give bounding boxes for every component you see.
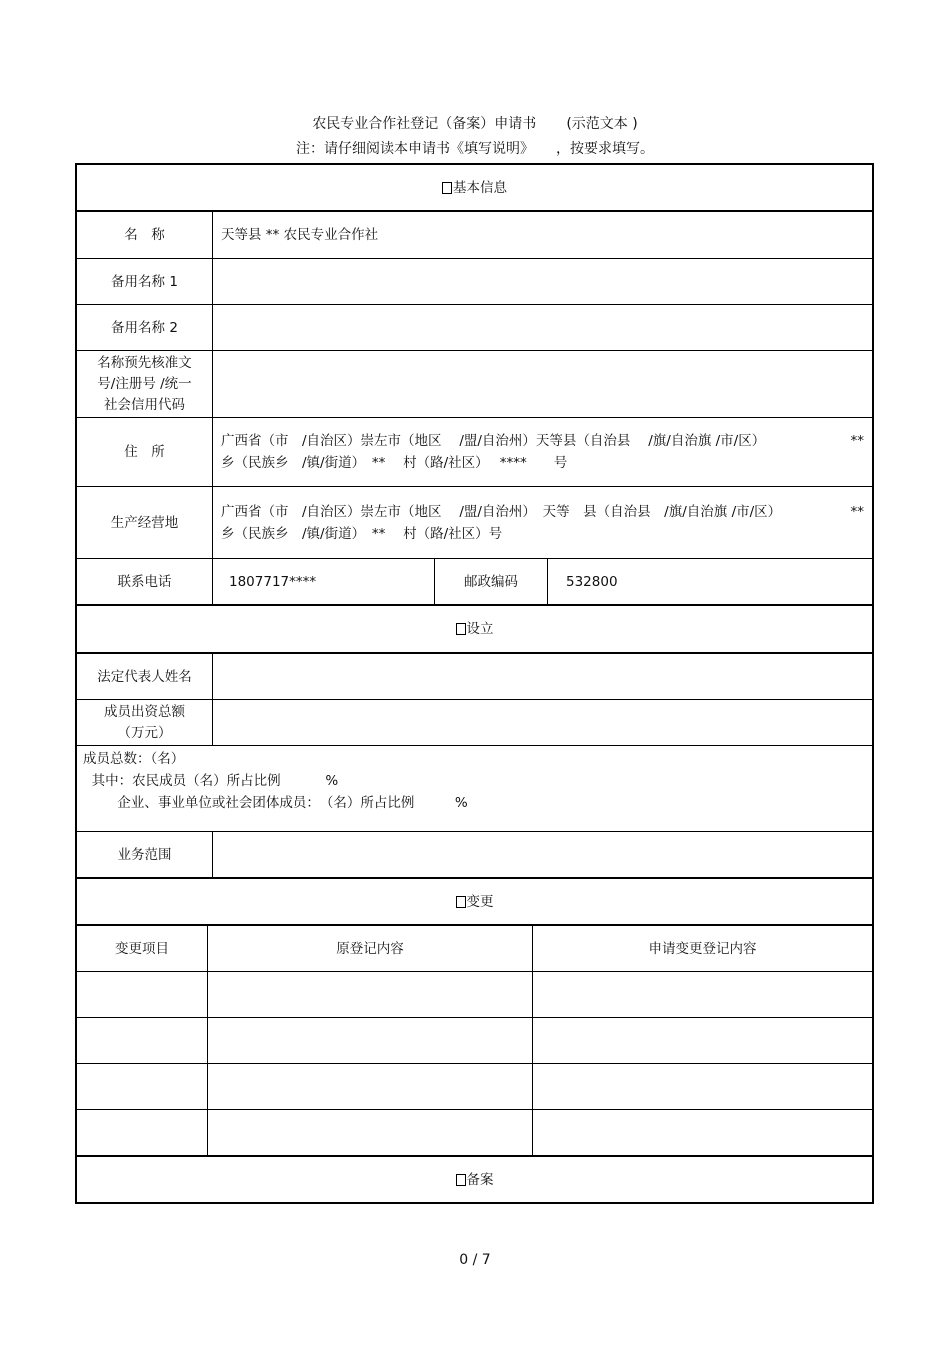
change-checkbox[interactable] <box>456 896 466 908</box>
basic-info-section-row <box>77 165 872 212</box>
contact-row <box>77 559 872 606</box>
phone-label: 联系电话 <box>117 573 172 590</box>
alt-name1-row <box>77 259 872 305</box>
alt-name2-field[interactable] <box>212 305 872 350</box>
new-content-cell[interactable] <box>532 1110 872 1155</box>
original-content-header: 原登记内容 <box>207 926 532 971</box>
capital-label: 成员出资总额 （万元） <box>104 703 185 741</box>
members-field[interactable]: 成员总数：（名） 其中：农民成员（名）所占比例 % 企业、事业单位或社会团体成员： （名）所占比例 % <box>83 751 468 811</box>
basic-info-section-header[interactable]: 基本信息 <box>77 165 872 210</box>
postal-code-label: 邮政编码 <box>434 559 547 604</box>
new-content-header: 申请变更登记内容 <box>532 926 872 971</box>
approval-number-row <box>77 351 872 418</box>
change-item-cell[interactable] <box>77 1018 207 1063</box>
change-row <box>77 972 872 1018</box>
change-item-header: 变更项目 <box>115 940 169 957</box>
change-item-cell[interactable] <box>77 1064 207 1109</box>
establish-section-row <box>77 606 872 654</box>
production-line-2: 乡（民族乡 /镇/街道） ** 村（路/社区）号 <box>221 525 503 542</box>
change-row <box>77 1064 872 1110</box>
postal-code-field[interactable]: 532800 <box>547 559 872 604</box>
capital-field[interactable] <box>212 700 872 745</box>
name-row <box>77 212 872 259</box>
change-header-row <box>77 926 872 972</box>
original-content-cell[interactable] <box>207 1018 532 1063</box>
new-content-cell[interactable] <box>532 1064 872 1109</box>
form-note: 注：请仔细阅读本申请书《填写说明》 ，按要求填写。 <box>296 141 654 157</box>
change-item-cell[interactable] <box>77 1110 207 1155</box>
alt-name2-label: 备用名称 2 <box>111 319 178 336</box>
page-number: 0 / 7 <box>459 1252 491 1268</box>
residence-row <box>77 418 872 487</box>
original-content-cell[interactable] <box>207 1064 532 1109</box>
change-row <box>77 1110 872 1157</box>
change-section-row <box>77 879 872 926</box>
basic-info-checkbox[interactable] <box>442 182 452 194</box>
new-content-cell[interactable] <box>532 972 872 1017</box>
legal-rep-label: 法定代表人姓名 <box>97 668 192 685</box>
original-content-cell[interactable] <box>207 1110 532 1155</box>
production-site-label: 生产经营地 <box>110 514 179 531</box>
legal-rep-field[interactable] <box>212 654 872 699</box>
legal-rep-row <box>77 654 872 700</box>
new-content-cell[interactable] <box>532 1018 872 1063</box>
approval-number-label: 名称预先核准文 号/注册号 /统一 社会信用代码 <box>97 354 192 413</box>
residence-line-2: 乡（民族乡 /镇/街道） ** 村（路/社区） **** 号 <box>221 455 568 471</box>
application-form-table <box>75 163 874 1204</box>
business-scope-label: 业务范围 <box>117 846 172 863</box>
production-site-row <box>77 487 872 559</box>
alt-name1-label: 备用名称 1 <box>111 273 178 290</box>
filing-section-row <box>77 1157 872 1202</box>
change-section-header[interactable]: 变更 <box>77 879 872 924</box>
phone-field[interactable]: 1807717**** <box>212 559 434 604</box>
filing-checkbox[interactable] <box>456 1174 466 1186</box>
alt-name2-row <box>77 305 872 351</box>
residence-line-1: 广西省（市 /自治区）崇左市（地区 /盟/自治州）天等县（自治县 /旗/自治旗 /市/区） ** <box>221 433 864 449</box>
establish-checkbox[interactable] <box>456 623 466 635</box>
production-site-field[interactable] <box>212 487 872 558</box>
name-label: 名 称 <box>124 227 165 243</box>
alt-name1-field[interactable] <box>212 259 872 304</box>
approval-number-field[interactable] <box>212 351 872 417</box>
establish-section-header[interactable]: 设立 <box>77 606 872 652</box>
production-line-1: 广西省（市 /自治区）崇左市（地区 /盟/自治州） 天等 县（自治县 /旗/自治旗 /市/区） ** <box>221 503 864 520</box>
business-scope-row <box>77 832 872 879</box>
filing-section-header[interactable]: 备案 <box>77 1157 872 1202</box>
original-content-cell[interactable] <box>207 972 532 1017</box>
form-title: 农民专业合作社登记（备案）申请书 (示范文本 ) <box>312 116 638 132</box>
name-field[interactable]: 天等县 ** 农民专业合作社 <box>212 212 872 258</box>
business-scope-field[interactable] <box>212 832 872 877</box>
change-item-cell[interactable] <box>77 972 207 1017</box>
residence-label: 住 所 <box>124 444 165 460</box>
change-row <box>77 1018 872 1064</box>
members-row <box>77 746 872 832</box>
residence-field[interactable] <box>212 418 872 486</box>
capital-row <box>77 700 872 746</box>
